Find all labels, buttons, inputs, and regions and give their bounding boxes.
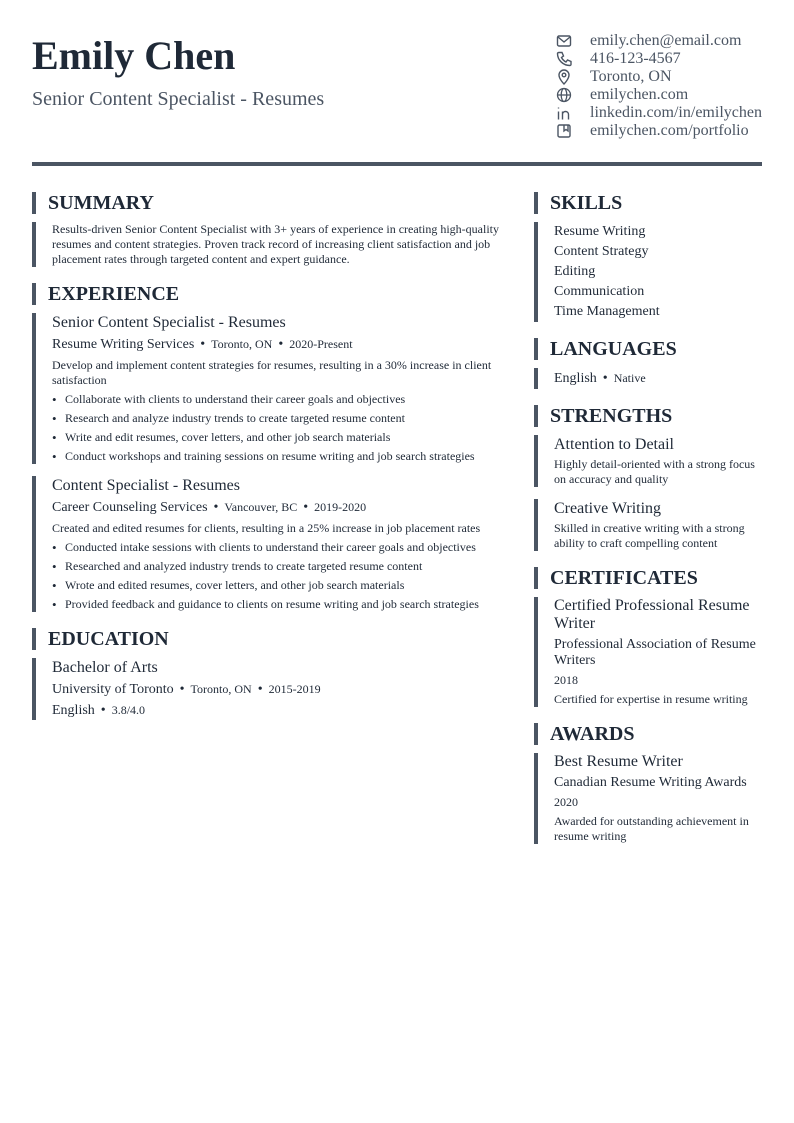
job-description: Develop and implement content strategies for resumes, resulting in a 30% increase in client satisfaction [52, 358, 492, 387]
job-title: Content Specialist - Resumes [52, 477, 240, 494]
list-item: • Conduct workshops and training sessions on resume writing and job search strategies [52, 449, 512, 464]
job-meta [52, 498, 512, 517]
resume-page [32, 0, 762, 843]
strength-description: Skilled in creative writing with a strong ability to craft compelling content [554, 521, 745, 550]
list-item: • Collaborate with clients to understand their career goals and objectives [52, 392, 512, 407]
education-school: University of Toronto [52, 682, 174, 697]
list-item: • Conducted intake sessions with clients to understand their career goals and objectives [52, 540, 512, 555]
contact-location [556, 68, 776, 86]
contact-list [556, 32, 776, 140]
certificate-entry [534, 597, 762, 707]
phone-icon [556, 51, 572, 67]
summary-text: Results-driven Senior Content Specialist with 3+ years of experience in creating high-quality resumes and content strategies. Proven track record of increasing client satisfaction and job placement rates through targeted content and expert guidance. [32, 222, 512, 267]
job-location: Vancouver, BC [224, 500, 298, 514]
contact-portfolio-text: emilychen.com/portfolio [590, 122, 749, 139]
strength-title: Attention to Detail [554, 436, 674, 453]
separator: • [257, 682, 263, 697]
skills-heading: SKILLS [534, 192, 762, 214]
location-icon [556, 69, 572, 85]
education-entry [32, 658, 512, 720]
contact-location-text: Toronto, ON [590, 68, 672, 85]
experience-entry [32, 313, 512, 464]
strength-description: Highly detail-oriented with a strong focus on accuracy and quality [554, 457, 755, 486]
award-description: Awarded for outstanding achievement in resume writing [554, 814, 749, 843]
language-name: English [554, 371, 597, 386]
language-item [554, 368, 762, 389]
job-title: Senior Content Specialist - Resumes [52, 314, 286, 331]
candidate-name: Emily Chen [32, 33, 236, 78]
job-company: Career Counseling Services [52, 500, 208, 515]
certificate-year: 2018 [554, 673, 578, 687]
certificates-heading: CERTIFICATES [534, 567, 762, 589]
skill-item: Editing [554, 264, 596, 279]
experience-entry [32, 476, 512, 612]
award-entry [534, 753, 762, 844]
left-column [32, 192, 512, 736]
education-gpa: 3.8/4.0 [111, 703, 146, 717]
job-location: Toronto, ON [211, 337, 273, 351]
job-bullets [52, 392, 512, 464]
separator: • [602, 371, 608, 386]
list-item: • Wrote and edited resumes, cover letters, and other job search materials [52, 578, 512, 593]
award-year: 2020 [554, 795, 578, 809]
separator: • [303, 500, 309, 515]
job-dates: 2020-Present [289, 337, 353, 351]
languages-list [534, 368, 762, 389]
separator: • [278, 337, 284, 352]
contact-linkedin-text: linkedin.com/in/emilychen [590, 104, 762, 121]
contact-phone-text: 416-123-4567 [590, 50, 681, 67]
right-column [534, 192, 762, 860]
certificate-title: Certified Professional Resume Writer [554, 597, 750, 632]
separator: • [179, 682, 185, 697]
job-bullets [52, 540, 512, 612]
job-meta [52, 335, 512, 354]
separator: • [100, 703, 106, 718]
language-level: Native [613, 371, 646, 385]
education-location: Toronto, ON [190, 682, 252, 696]
education-dates: 2015-2019 [268, 682, 321, 696]
education-field: English [52, 703, 95, 718]
strengths-heading: STRENGTHS [534, 405, 762, 427]
skill-item: Time Management [554, 304, 660, 319]
education-field-row [52, 701, 512, 720]
skills-list [534, 222, 762, 322]
portfolio-icon [556, 123, 572, 139]
education-meta [52, 680, 512, 699]
list-item: • Research and analyze industry trends to create targeted resume content [52, 411, 512, 426]
skill-item: Content Strategy [554, 244, 649, 259]
certificate-description: Certified for expertise in resume writing [554, 692, 748, 706]
contact-phone[interactable] [556, 50, 776, 68]
award-org: Canadian Resume Writing Awards [554, 775, 747, 790]
languages-heading: LANGUAGES [534, 338, 762, 360]
strength-entry [534, 499, 762, 551]
mail-icon [556, 33, 572, 49]
contact-email[interactable] [556, 32, 776, 50]
award-title: Best Resume Writer [554, 753, 683, 770]
separator: • [200, 337, 206, 352]
list-item: • Provided feedback and guidance to clients on resume writing and job search strategies [52, 597, 512, 612]
strength-title: Creative Writing [554, 500, 662, 517]
job-description: Created and edited resumes for clients, resulting in a 25% increase in job placement rates [52, 521, 481, 535]
job-dates: 2019-2020 [314, 500, 367, 514]
list-item: • Write and edit resumes, cover letters, and other job search materials [52, 430, 512, 445]
list-item: • Researched and analyzed industry trends to create targeted resume content [52, 559, 512, 574]
summary-heading: SUMMARY [32, 192, 512, 214]
strength-entry [534, 435, 762, 487]
skill-item: Communication [554, 284, 645, 299]
separator: • [213, 500, 219, 515]
candidate-title: Senior Content Specialist - Resumes [32, 88, 325, 110]
contact-email-text: emily.chen@email.com [590, 32, 742, 49]
certificate-org: Professional Association of Resume Writers [554, 637, 756, 668]
contact-website-text: emilychen.com [590, 86, 689, 103]
contact-portfolio[interactable] [556, 122, 776, 140]
job-company: Resume Writing Services [52, 337, 195, 352]
skill-item: Resume Writing [554, 224, 646, 239]
education-heading: EDUCATION [32, 628, 512, 650]
experience-heading: EXPERIENCE [32, 283, 512, 305]
contact-website[interactable] [556, 86, 776, 104]
globe-icon [556, 87, 572, 103]
contact-linkedin[interactable] [556, 104, 776, 122]
awards-heading: AWARDS [534, 723, 762, 745]
education-degree: Bachelor of Arts [52, 659, 158, 676]
linkedin-icon [556, 105, 572, 121]
resume-header [32, 0, 762, 166]
